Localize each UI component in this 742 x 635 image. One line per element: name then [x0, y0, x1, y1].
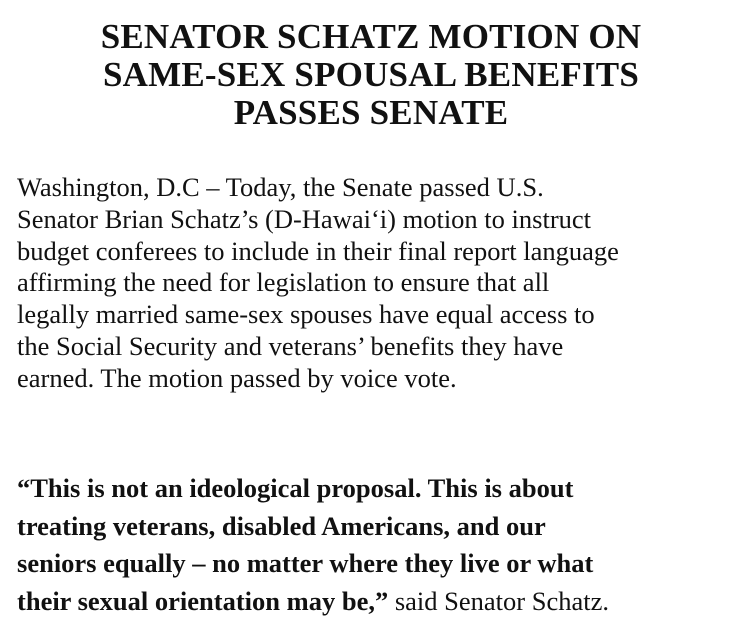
quote-attribution: said Senator Schatz.	[388, 585, 610, 616]
paragraph-line: legally married same-sex spouses have equal access to	[17, 299, 595, 330]
paragraph-line: earned. The motion passed by voice vote.	[17, 362, 457, 393]
paragraph-line: Washington, D.C – Today, the Senate passed U.S.	[17, 172, 544, 202]
paragraph-line: Senator Brian Schatz’s (D-Hawai‘i) motion to instruct	[17, 203, 592, 234]
body-paragraph	[17, 172, 737, 395]
quote-line-wrapper	[17, 508, 737, 546]
paragraph-line: budget conferees to include in their final report language	[17, 235, 619, 266]
quote-line-wrapper	[17, 470, 737, 508]
headline	[0, 18, 742, 132]
headline-line: PASSES SENATE	[233, 93, 509, 132]
quote-line: seniors equally – no matter where they live or what	[17, 548, 594, 578]
quote-line-wrapper	[17, 583, 737, 621]
quote-line: treating veterans, disabled Americans, and our	[17, 510, 546, 541]
paragraph-line: affirming the need for legislation to ensure that all	[17, 267, 550, 298]
quote-line: “This is not an ideological proposal. This is about	[17, 473, 574, 503]
quote-paragraph	[17, 470, 737, 620]
quote-line: their sexual orientation may be,”	[17, 585, 389, 616]
paragraph-line: the Social Security and veterans’ benefits they have	[17, 330, 564, 361]
headline-line: SAME-SEX SPOUSAL BENEFITS	[103, 55, 639, 94]
quote-line-wrapper	[17, 545, 737, 583]
headline-line: SENATOR SCHATZ MOTION ON	[100, 17, 642, 56]
